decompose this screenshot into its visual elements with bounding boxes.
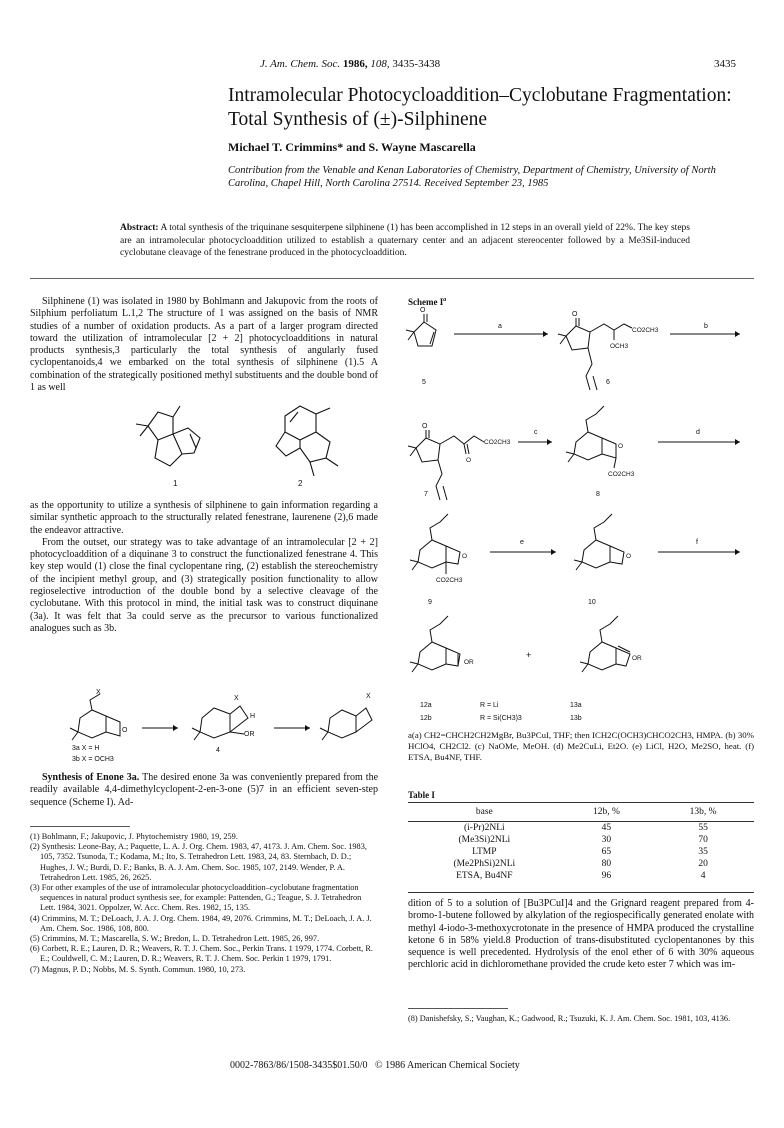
table-cell: ETSA, Bu4NF — [456, 871, 513, 881]
running-header — [260, 58, 440, 70]
label-12b: 12b — [420, 715, 432, 722]
r-li-label: R = Li — [480, 702, 499, 709]
table-title: Table I — [408, 790, 435, 800]
compound-8 — [566, 406, 616, 468]
or-label: OR — [632, 655, 642, 662]
compound-7 — [408, 430, 484, 500]
compound-13 — [580, 616, 630, 672]
strategy-scheme — [30, 688, 378, 764]
compound-8-label: 8 — [596, 491, 600, 498]
left-column-synthesis — [30, 772, 378, 809]
results-table — [408, 806, 754, 882]
arrow-f-label: f — [696, 539, 698, 546]
table-row — [408, 834, 754, 846]
or-label: OR — [244, 731, 255, 738]
label-13b: 13b — [570, 715, 582, 722]
arrowhead — [305, 725, 310, 731]
co2ch3-label: CO2CH3 — [436, 577, 463, 584]
or-label: OR — [464, 659, 474, 666]
page-number: 3435 — [714, 58, 736, 70]
footnote-rule — [30, 826, 130, 827]
r-si-label: R = Si(CH3)3 — [480, 715, 522, 722]
laurenene-structure — [276, 406, 338, 476]
footnote: (6) Corbett, R. E.; Lauren, D. R.; Weavers, R. T. J. Chem. Soc., Perkin Trans. 1 1979, 1774. Corbett, R. E.; Couldwell, C. M.; Lauren, D. R.; Weavers, R. T. J. Chem. Soc. Perkin 1 1979, 1791. — [30, 944, 373, 964]
section-heading: Synthesis of Enone 3a. — [42, 772, 140, 783]
compound-12 — [410, 616, 460, 672]
o-label: O — [618, 443, 624, 450]
table-row — [408, 822, 754, 835]
footnote: (2) Synthesis: Leone-Bay, A.; Paquette, L. A. J. Org. Chem. 1983, 47, 4173. J. Am. Chem. Soc. 1983, 105, 7352. Tsunoda, T.; Kodama, M.; Ito, S. Tetrahedron Lett. 1983, 24, 83. Sternbach, D. D.; Hughes, J. W.; Burdi, D. F.; Banks, B. A. J. Am. Chem. Soc. 1985, 107, 2149. Wender, P. A. Tetrahedron Lett. 1985, 26, 2625. — [30, 842, 367, 882]
abstract — [120, 222, 690, 260]
table-cell: 80 — [601, 859, 612, 869]
abstract-text: A total synthesis of the triquinane sesquiterpene silphinene (1) has been accomplished in 12 steps in an overall yield of 22%. The key steps are an intramolecular photocycloaddition utilized to establish a quaternary center and an adjacent stereocenter followed by a Me3SiI-induced cyclobutane cleavage of the fenestrane produced in the photocycloaddition. — [120, 223, 690, 258]
co2ch3-label: CO2CH3 — [608, 471, 635, 478]
carbonyl-o-3: O — [122, 727, 128, 734]
table-header-row — [408, 806, 754, 818]
co2ch3-label: CO2CH3 — [484, 439, 511, 446]
table-cell: 65 — [601, 847, 612, 857]
table-header: 13b, % — [689, 807, 717, 817]
plus-sign: + — [526, 650, 532, 660]
o-label: O — [626, 553, 632, 560]
article-affiliation: Contribution from the Venable and Kenan Laboratories of Chemistry, Department of Chemistry, University of North Carolina, Chapel Hill, North Carolina 27514. Received September 23, 1985 — [228, 165, 716, 189]
structure-4 — [192, 706, 248, 740]
table-rule-bottom — [408, 892, 754, 893]
table-cell: 55 — [698, 823, 708, 833]
arrow-b-label: b — [704, 323, 708, 330]
structure-1-label: 1 — [173, 479, 178, 488]
footnotes-right — [408, 1014, 754, 1024]
structure-3 — [70, 694, 120, 740]
compound-5-label: 5 — [422, 379, 426, 386]
o-label: O — [466, 457, 472, 464]
footnote: (1) Bohlmann, F.; Jakupovic, J. Phytochemistry 1980, 19, 259. — [30, 832, 238, 841]
journal-name: J. Am. Chem. Soc. — [260, 58, 341, 70]
paragraph-3: From the outset, our strategy was to take advantage of an intramolecular [2 + 2] photocycloaddition of a diquinane 3 to construct the functionalized fenestrane 4. This key step would (1) close the final cyclopentane ring, (2) establish the stereochemistry of the incipient methyl group, and (3) strategically position functionality to allow regioselective introduction of the double bond by a selective cleavage of the cyclobutane. With this protocol in mind, the initial task was to construct diquinane (3a). It was felt that 3a could serve as the precursor to various functionalized analogues such as 3b. — [30, 536, 378, 634]
intro-paragraph: Silphinene (1) was isolated in 1980 by Bohlmann and Jakupovic from the roots of Silphium perfoliatum L.1,2 The structure of 1 was assigned on the basis of NMR studies of a number of oxidation products. As a part of a larger program directed toward the utilization of intramolecular [2 + 2] photocycloadditions in natural products synthesis,3 particularly the total synthesis of angularly fused cyclopentanoids,4 we embarked on the total synthesis of silphinene (1).5 A combination of the strategically positioned methyl substituents and the double bond of 1 as well — [30, 296, 378, 394]
table-row — [408, 870, 754, 882]
table-cell: (Me2PhSi)2NLi — [453, 859, 516, 869]
x-label-product: X — [366, 693, 371, 700]
abstract-label: Abstract: — [120, 223, 159, 233]
table-rule-top — [408, 802, 754, 803]
footnote: (4) Crimmins, M. T.; DeLoach, J. A. J. Org. Chem. 1984, 49, 2076. Crimmins, M. T.; DeLoach, J. A. J. Am. Chem. Soc. 1986, 108, 800. — [30, 913, 372, 933]
arrow-e-label: e — [520, 539, 524, 546]
left-column-cont — [30, 500, 378, 635]
structure-2-label: 2 — [298, 479, 303, 488]
copyright: © 1986 American Chemical Society — [375, 1060, 520, 1071]
structures-1-2 — [30, 386, 378, 498]
paragraph-right: dition of 5 to a solution of [Bu3PCuI]4 and the Grignard reagent prepared from 4-bromo-1-butene followed by alkylation of the regiospecifically generated enolate with methyl 4-iodo-3-methoxycrotonate in the presence of HMPA produced the crystalline ketone 6 in 58% yield.8 Production of trans-disubstituted cyclopentanones by this sequence is well precedented. Hydrolysis of the enol ether of 6 with 30% aqueous perchloric acid in dichloromethane provided the crude keto ester 7 which was im- — [408, 898, 754, 971]
footnote: (7) Magnus, P. D.; Nobbs, M. S. Synth. Commun. 1980, 10, 273. — [30, 964, 246, 974]
footnote: (5) Crimmins, M. T.; Mascarella, S. W.; Bredon, L. D. Tetrahedron Lett. 1985, 26, 997. — [30, 934, 320, 944]
silphinene-structure — [136, 406, 200, 466]
table-cell: (i-Pr)2NLi — [464, 823, 505, 833]
arrowhead — [173, 725, 178, 731]
arrow-a-label: a — [498, 323, 502, 330]
label-4: 4 — [216, 747, 220, 754]
o-label: O — [422, 423, 428, 430]
scheme-footnote: a(a) CH2=CHCH2CH2MgBr, Bu3PCuI, THF; then ICH2C(OCH3)CHCO2CH3, HMPA. (b) 30% HClO4, CH2Cl2. (c) NaOMe, MeOH. (d) Me2CuLi, Et2O. (e) LiCl, H2O, Me2SO, heat. (f) ETSA, Bu4NF, THF. — [408, 730, 754, 762]
footnote: (3) For other examples of the use of intramolecular photocycloaddition–cyclobutane fragmentation sequences in natural product synthesis see, for example: Pattenden, G.; Teague, S. J. Tetrahedron Lett. 1984, 3021. Oppolzer, W. Acc. Chem. Res. 1982, 15, 135. — [30, 883, 362, 913]
table-cell: 20 — [698, 859, 708, 869]
article-code: 0002-7863/86/1508-3435$01.50/0 — [230, 1060, 368, 1071]
compound-9 — [410, 514, 460, 574]
journal-volume: 108, — [370, 58, 390, 70]
och3-label: OCH3 — [610, 343, 629, 350]
table-cell: 70 — [698, 835, 708, 845]
label-12a: 12a — [420, 702, 432, 709]
compound-6-label: 6 — [606, 379, 610, 386]
compound-9-label: 9 — [428, 599, 432, 606]
table-cell: 96 — [601, 871, 612, 881]
table-row — [408, 846, 754, 858]
paragraph-2: as the opportunity to utilize a synthesis of silphinene to gain information regarding a similar synthetic approach to the structurally related fenestrane, laurenene (2),6 made the endeavor attractive. — [30, 500, 378, 536]
o-label: O — [462, 553, 468, 560]
arrow-d-label: d — [696, 429, 700, 436]
article-authors: Michael T. Crimmins* and S. Wayne Mascarella — [228, 140, 476, 154]
scheme-1-graphic — [400, 306, 756, 690]
compound-7-label: 7 — [424, 491, 428, 498]
label-3b: 3b X = OCH3 — [72, 756, 114, 763]
table-cell: 30 — [601, 835, 612, 845]
label-13a: 13a — [570, 702, 582, 709]
table-cell: 45 — [601, 823, 612, 833]
footnote-rule — [408, 1008, 508, 1009]
paragraph-4: The desired enone 3a was conveniently prepared from the readily available 4,4-dimethylcyclopent-2-en-3-one (5)7 in an efficient seven-step sequence (Scheme I). Ad- — [30, 772, 379, 808]
table-cell: 4 — [700, 871, 706, 881]
o-label: O — [572, 311, 578, 318]
structure-product — [320, 708, 372, 740]
compound-10 — [574, 514, 624, 570]
article-title: Intramolecular Photocycloaddition–Cyclobutane Fragmentation: Total Synthesis of (±)-Silphinene — [228, 85, 732, 130]
table-cell: LTMP — [472, 847, 497, 857]
x-label-3: X — [96, 689, 101, 696]
arrow-c-label: c — [534, 429, 538, 436]
table-cell: 35 — [698, 847, 708, 857]
divider — [30, 278, 754, 279]
table-header: base — [475, 807, 493, 817]
h-label: H — [250, 713, 256, 720]
x-label-4: X — [234, 695, 239, 702]
compound-5 — [406, 314, 436, 346]
o-label: O — [420, 307, 426, 314]
footer — [230, 1060, 520, 1071]
co2ch3-label: CO2CH3 — [632, 327, 659, 334]
scheme-title: Scheme $I^a$ — [408, 297, 447, 307]
journal-year: 1986, — [342, 58, 368, 70]
left-column — [30, 296, 378, 394]
compound-6 — [558, 318, 632, 390]
footnotes-left — [30, 832, 378, 975]
table-header: 12b, % — [592, 807, 620, 817]
table-row — [408, 858, 754, 870]
label-3a: 3a X = H — [72, 745, 100, 752]
footnote: (8) Danishefsky, S.; Vaughan, K.; Gadwood, R.; Tsuzuki, K. J. Am. Chem. Soc. 1981, 103, 4136. — [408, 1014, 731, 1023]
journal-pages: 3435-3438 — [392, 58, 441, 70]
table-cell: (Me3Si)2NLi — [458, 835, 511, 845]
right-column-text — [408, 898, 754, 972]
compound-10-label: 10 — [588, 599, 596, 606]
